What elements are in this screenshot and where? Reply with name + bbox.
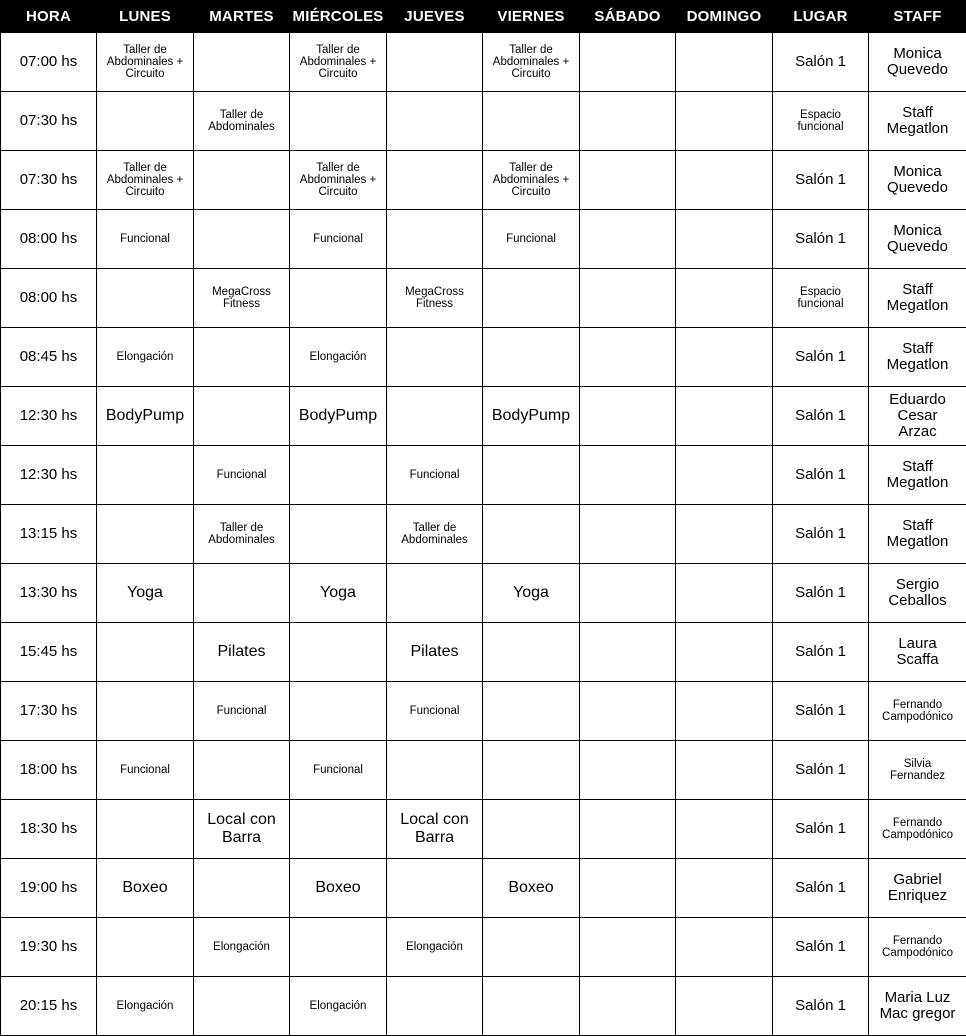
class-cell-lunes <box>97 387 194 446</box>
class-cell-domingo <box>676 564 773 623</box>
class-name: Taller de Abdominales + Circuito <box>484 162 578 198</box>
class-cell-domingo <box>676 151 773 210</box>
table-row <box>1 859 966 918</box>
class-cell-martes <box>194 682 290 741</box>
time-cell: 15:45 hs <box>1 623 97 682</box>
staff-cell <box>869 682 966 741</box>
class-name: Pilates <box>388 643 481 661</box>
location-text: Salón 1 <box>774 408 867 424</box>
time-cell: 13:15 hs <box>1 505 97 564</box>
class-cell-domingo <box>676 623 773 682</box>
class-name: Yoga <box>291 584 385 602</box>
class-cell-lunes <box>97 505 194 564</box>
class-cell-lunes <box>97 623 194 682</box>
header-staff: STAFF <box>869 1 966 33</box>
staff-cell <box>869 269 966 328</box>
location-cell <box>773 328 869 387</box>
time-cell: 18:00 hs <box>1 741 97 800</box>
location-cell <box>773 800 869 859</box>
table-row <box>1 210 966 269</box>
location-cell <box>773 859 869 918</box>
class-name: Funcional <box>291 233 385 245</box>
staff-name: Maria Luz Mac gregor <box>870 990 965 1022</box>
class-cell-miercoles <box>290 269 387 328</box>
class-cell-domingo <box>676 682 773 741</box>
class-cell-sabado <box>580 800 676 859</box>
class-cell-sabado <box>580 977 676 1036</box>
table-row <box>1 92 966 151</box>
class-cell-lunes <box>97 682 194 741</box>
class-cell-lunes <box>97 328 194 387</box>
time-cell: 07:00 hs <box>1 33 97 92</box>
class-cell-martes <box>194 918 290 977</box>
location-cell <box>773 623 869 682</box>
time-cell: 13:30 hs <box>1 564 97 623</box>
class-cell-miercoles <box>290 387 387 446</box>
class-cell-martes <box>194 800 290 859</box>
table-row <box>1 269 966 328</box>
location-text: Salón 1 <box>774 880 867 896</box>
class-cell-jueves <box>387 210 483 269</box>
staff-name: Silvia Fernandez <box>870 758 965 782</box>
class-cell-lunes <box>97 446 194 505</box>
header-miercoles: MIÉRCOLES <box>290 1 387 33</box>
class-cell-domingo <box>676 800 773 859</box>
class-cell-miercoles <box>290 564 387 623</box>
location-text: Espacio funcional <box>774 286 867 310</box>
class-cell-miercoles <box>290 33 387 92</box>
class-name: Elongación <box>195 941 288 953</box>
class-cell-viernes <box>483 151 580 210</box>
class-cell-viernes <box>483 977 580 1036</box>
location-text: Salón 1 <box>774 585 867 601</box>
location-cell <box>773 92 869 151</box>
class-name: Elongación <box>291 1000 385 1012</box>
class-cell-jueves <box>387 33 483 92</box>
table-row <box>1 682 966 741</box>
class-cell-martes <box>194 505 290 564</box>
class-cell-viernes <box>483 623 580 682</box>
class-cell-viernes <box>483 387 580 446</box>
location-cell <box>773 741 869 800</box>
location-text: Salón 1 <box>774 762 867 778</box>
class-name: Taller de Abdominales + Circuito <box>291 44 385 80</box>
class-cell-jueves <box>387 269 483 328</box>
header-hora: HORA <box>1 1 97 33</box>
class-cell-viernes <box>483 682 580 741</box>
table-row <box>1 800 966 859</box>
location-text: Salón 1 <box>774 644 867 660</box>
class-cell-jueves <box>387 682 483 741</box>
class-cell-sabado <box>580 623 676 682</box>
time-cell: 08:00 hs <box>1 269 97 328</box>
class-cell-lunes <box>97 918 194 977</box>
class-name: Local con Barra <box>388 811 481 846</box>
staff-cell <box>869 977 966 1036</box>
class-cell-viernes <box>483 210 580 269</box>
table-row <box>1 623 966 682</box>
class-cell-miercoles <box>290 859 387 918</box>
class-cell-jueves <box>387 151 483 210</box>
table-row <box>1 33 966 92</box>
class-cell-lunes <box>97 977 194 1036</box>
class-cell-jueves <box>387 623 483 682</box>
class-cell-sabado <box>580 682 676 741</box>
staff-cell <box>869 446 966 505</box>
table-row <box>1 977 966 1036</box>
staff-cell <box>869 33 966 92</box>
class-name: Funcional <box>388 705 481 717</box>
staff-cell <box>869 210 966 269</box>
class-name: Funcional <box>98 233 192 245</box>
class-cell-lunes <box>97 269 194 328</box>
class-cell-martes <box>194 564 290 623</box>
class-name: Elongación <box>98 351 192 363</box>
class-cell-viernes <box>483 328 580 387</box>
class-name: Boxeo <box>98 879 192 897</box>
location-cell <box>773 564 869 623</box>
class-cell-jueves <box>387 859 483 918</box>
class-cell-domingo <box>676 328 773 387</box>
class-cell-lunes <box>97 859 194 918</box>
schedule-header <box>1 1 966 33</box>
staff-cell <box>869 92 966 151</box>
class-cell-domingo <box>676 92 773 151</box>
class-cell-martes <box>194 741 290 800</box>
class-name: MegaCross Fitness <box>195 286 288 310</box>
staff-name: Laura Scaffa <box>870 636 965 668</box>
header-row <box>1 1 966 33</box>
class-name: Taller de Abdominales + Circuito <box>98 162 192 198</box>
class-cell-jueves <box>387 92 483 151</box>
header-lunes: LUNES <box>97 1 194 33</box>
class-cell-viernes <box>483 564 580 623</box>
class-cell-sabado <box>580 328 676 387</box>
class-cell-sabado <box>580 564 676 623</box>
class-name: Boxeo <box>291 879 385 897</box>
class-cell-martes <box>194 977 290 1036</box>
table-row <box>1 741 966 800</box>
staff-name: Monica Quevedo <box>870 46 965 78</box>
class-cell-lunes <box>97 33 194 92</box>
location-text: Salón 1 <box>774 939 867 955</box>
class-cell-domingo <box>676 505 773 564</box>
class-cell-viernes <box>483 269 580 328</box>
class-cell-jueves <box>387 977 483 1036</box>
class-cell-martes <box>194 151 290 210</box>
class-cell-viernes <box>483 33 580 92</box>
location-cell <box>773 682 869 741</box>
location-text: Salón 1 <box>774 231 867 247</box>
staff-cell <box>869 505 966 564</box>
class-name: Taller de Abdominales <box>388 522 481 546</box>
time-cell: 07:30 hs <box>1 92 97 151</box>
location-cell <box>773 269 869 328</box>
time-cell: 19:30 hs <box>1 918 97 977</box>
staff-name: Monica Quevedo <box>870 164 965 196</box>
header-lugar: LUGAR <box>773 1 869 33</box>
class-cell-miercoles <box>290 623 387 682</box>
class-cell-viernes <box>483 918 580 977</box>
class-name: Taller de Abdominales + Circuito <box>291 162 385 198</box>
time-cell: 12:30 hs <box>1 446 97 505</box>
location-text: Salón 1 <box>774 526 867 542</box>
class-cell-sabado <box>580 387 676 446</box>
class-cell-domingo <box>676 741 773 800</box>
class-cell-viernes <box>483 446 580 505</box>
class-cell-sabado <box>580 33 676 92</box>
class-name: Funcional <box>291 764 385 776</box>
class-name: BodyPump <box>291 407 385 425</box>
class-cell-miercoles <box>290 741 387 800</box>
class-cell-sabado <box>580 859 676 918</box>
class-cell-miercoles <box>290 977 387 1036</box>
class-cell-sabado <box>580 505 676 564</box>
time-cell: 20:15 hs <box>1 977 97 1036</box>
location-text: Salón 1 <box>774 703 867 719</box>
class-cell-domingo <box>676 387 773 446</box>
class-cell-miercoles <box>290 505 387 564</box>
class-cell-domingo <box>676 269 773 328</box>
class-name: Taller de Abdominales + Circuito <box>484 44 578 80</box>
time-cell: 17:30 hs <box>1 682 97 741</box>
class-cell-jueves <box>387 328 483 387</box>
time-cell: 19:00 hs <box>1 859 97 918</box>
class-name: Pilates <box>195 643 288 661</box>
class-name: Elongación <box>388 941 481 953</box>
staff-cell <box>869 918 966 977</box>
time-cell: 07:30 hs <box>1 151 97 210</box>
schedule-body <box>1 33 966 1036</box>
class-name: Boxeo <box>484 879 578 897</box>
class-cell-sabado <box>580 92 676 151</box>
staff-cell <box>869 623 966 682</box>
staff-name: Fernando Campodónico <box>870 935 965 959</box>
class-cell-lunes <box>97 151 194 210</box>
location-text: Salón 1 <box>774 172 867 188</box>
table-row <box>1 505 966 564</box>
staff-name: Staff Megatlon <box>870 282 965 314</box>
table-row <box>1 387 966 446</box>
staff-cell <box>869 387 966 446</box>
location-cell <box>773 918 869 977</box>
class-name: Elongación <box>291 351 385 363</box>
header-sabado: SÁBADO <box>580 1 676 33</box>
class-name: Elongación <box>98 1000 192 1012</box>
location-text: Salón 1 <box>774 54 867 70</box>
time-cell: 08:00 hs <box>1 210 97 269</box>
class-name: BodyPump <box>484 407 578 425</box>
staff-name: Staff Megatlon <box>870 518 965 550</box>
class-name: Local con Barra <box>195 811 288 846</box>
class-name: Yoga <box>98 584 192 602</box>
class-cell-domingo <box>676 918 773 977</box>
class-cell-viernes <box>483 859 580 918</box>
staff-cell <box>869 741 966 800</box>
class-cell-martes <box>194 92 290 151</box>
class-cell-domingo <box>676 33 773 92</box>
class-cell-martes <box>194 210 290 269</box>
class-name: MegaCross Fitness <box>388 286 481 310</box>
table-row <box>1 918 966 977</box>
staff-cell <box>869 328 966 387</box>
class-name: Funcional <box>484 233 578 245</box>
location-cell <box>773 210 869 269</box>
class-cell-miercoles <box>290 682 387 741</box>
staff-name: Sergio Ceballos <box>870 577 965 609</box>
staff-cell <box>869 151 966 210</box>
class-cell-sabado <box>580 446 676 505</box>
table-row <box>1 564 966 623</box>
location-text: Salón 1 <box>774 998 867 1014</box>
class-cell-domingo <box>676 859 773 918</box>
class-cell-miercoles <box>290 446 387 505</box>
time-cell: 18:30 hs <box>1 800 97 859</box>
class-cell-sabado <box>580 210 676 269</box>
header-domingo: DOMINGO <box>676 1 773 33</box>
class-cell-jueves <box>387 564 483 623</box>
staff-cell <box>869 859 966 918</box>
location-text: Salón 1 <box>774 821 867 837</box>
class-cell-lunes <box>97 210 194 269</box>
staff-name: Fernando Campodónico <box>870 817 965 841</box>
location-text: Salón 1 <box>774 349 867 365</box>
class-name: Funcional <box>98 764 192 776</box>
class-cell-lunes <box>97 741 194 800</box>
location-cell <box>773 33 869 92</box>
staff-name: Staff Megatlon <box>870 459 965 491</box>
class-cell-viernes <box>483 800 580 859</box>
staff-name: Eduardo Cesar Arzac <box>870 392 965 441</box>
time-cell: 12:30 hs <box>1 387 97 446</box>
class-cell-jueves <box>387 741 483 800</box>
class-cell-martes <box>194 859 290 918</box>
time-cell: 08:45 hs <box>1 328 97 387</box>
class-cell-miercoles <box>290 800 387 859</box>
staff-name: Gabriel Enriquez <box>870 872 965 904</box>
class-cell-jueves <box>387 505 483 564</box>
staff-name: Staff Megatlon <box>870 105 965 137</box>
class-cell-lunes <box>97 564 194 623</box>
staff-cell <box>869 564 966 623</box>
location-cell <box>773 505 869 564</box>
class-name: Funcional <box>195 469 288 481</box>
class-name: Taller de Abdominales + Circuito <box>98 44 192 80</box>
class-cell-lunes <box>97 92 194 151</box>
header-viernes: VIERNES <box>483 1 580 33</box>
class-cell-domingo <box>676 210 773 269</box>
table-row <box>1 446 966 505</box>
class-cell-martes <box>194 446 290 505</box>
class-cell-viernes <box>483 505 580 564</box>
class-cell-miercoles <box>290 92 387 151</box>
class-cell-jueves <box>387 800 483 859</box>
class-cell-miercoles <box>290 151 387 210</box>
header-martes: MARTES <box>194 1 290 33</box>
class-cell-jueves <box>387 446 483 505</box>
location-cell <box>773 977 869 1036</box>
class-cell-sabado <box>580 269 676 328</box>
class-cell-viernes <box>483 92 580 151</box>
class-cell-jueves <box>387 387 483 446</box>
class-cell-domingo <box>676 446 773 505</box>
class-cell-miercoles <box>290 328 387 387</box>
class-name: Funcional <box>388 469 481 481</box>
table-row <box>1 151 966 210</box>
staff-name: Monica Quevedo <box>870 223 965 255</box>
class-name: Yoga <box>484 584 578 602</box>
class-cell-martes <box>194 33 290 92</box>
location-text: Salón 1 <box>774 467 867 483</box>
class-cell-martes <box>194 328 290 387</box>
class-cell-martes <box>194 269 290 328</box>
class-cell-jueves <box>387 918 483 977</box>
table-row <box>1 328 966 387</box>
class-cell-miercoles <box>290 210 387 269</box>
staff-name: Staff Megatlon <box>870 341 965 373</box>
class-cell-miercoles <box>290 918 387 977</box>
class-cell-lunes <box>97 800 194 859</box>
class-name: Taller de Abdominales <box>195 109 288 133</box>
location-text: Espacio funcional <box>774 109 867 133</box>
staff-cell <box>869 800 966 859</box>
location-cell <box>773 446 869 505</box>
class-name: Taller de Abdominales <box>195 522 288 546</box>
class-cell-sabado <box>580 741 676 800</box>
location-cell <box>773 151 869 210</box>
class-cell-sabado <box>580 151 676 210</box>
header-jueves: JUEVES <box>387 1 483 33</box>
class-cell-martes <box>194 387 290 446</box>
class-cell-sabado <box>580 918 676 977</box>
class-cell-viernes <box>483 741 580 800</box>
location-cell <box>773 387 869 446</box>
staff-name: Fernando Campodónico <box>870 699 965 723</box>
class-cell-martes <box>194 623 290 682</box>
class-name: Funcional <box>195 705 288 717</box>
class-name: BodyPump <box>98 407 192 425</box>
class-cell-domingo <box>676 977 773 1036</box>
